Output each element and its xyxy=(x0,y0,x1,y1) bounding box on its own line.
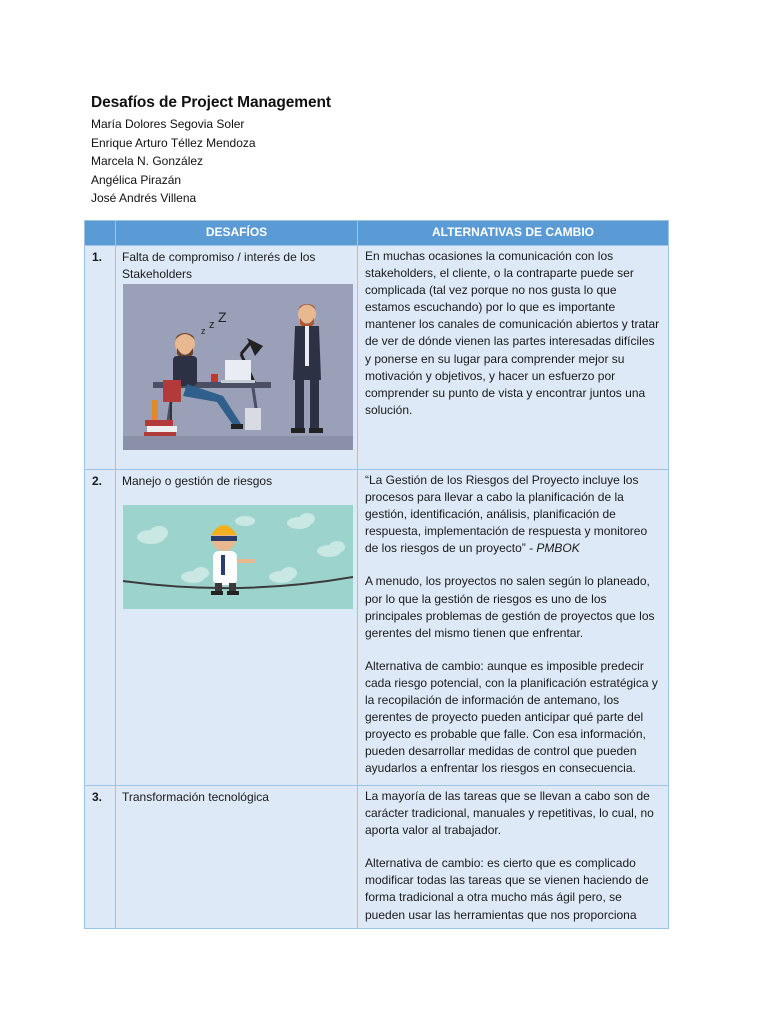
svg-text:Z: Z xyxy=(218,309,227,325)
alternative-text: A menudo, los proyectos no salen según lo planeado, por lo que la gestión de riesgos es uno de los principales problemas de gestión de proyectos que los gerentes del mismo tienen que enfrentar. xyxy=(365,574,655,640)
header-challenges: DESAFÍOS xyxy=(116,221,358,246)
alternative-text: Alternativa de cambio: aunque es imposible predecir cada riesgo potencial, con la planificación estratégica y la recopilación de información de antemano, los gerentes de proyecto pueden anticipar qué parte del proyecto es probable que falle. Con esa información, pueden desarrollar medidas de control que pueden ayudarlos a enfrentar los riesgos en consecuencia. xyxy=(365,658,658,776)
svg-text:z: z xyxy=(209,319,215,331)
author-name: José Andrés Villena xyxy=(91,191,197,206)
row-number: 2. xyxy=(85,470,116,786)
challenges-table xyxy=(84,220,669,929)
alternative-quote xyxy=(365,472,662,557)
challenge-label: Transformación tecnológica xyxy=(122,790,269,804)
row-number: 1. xyxy=(85,246,116,470)
challenge-cell xyxy=(116,470,358,786)
table-header-row xyxy=(85,221,669,246)
alternative-cell xyxy=(358,470,669,786)
table-row xyxy=(85,786,669,929)
challenge-cell xyxy=(116,786,358,929)
table-row xyxy=(85,246,669,470)
table-row xyxy=(85,470,669,786)
svg-text:z: z xyxy=(201,326,206,336)
tightrope-walker-illustration xyxy=(123,505,353,609)
author-name: Marcela N. González xyxy=(91,154,204,169)
header-blank xyxy=(85,221,116,246)
alternative-cell xyxy=(358,786,669,929)
document-title: Desafíos de Project Management xyxy=(91,94,331,111)
author-name: Angélica Pirazán xyxy=(91,172,182,187)
author-name: María Dolores Segovia Soler xyxy=(91,117,245,131)
alternative-text: Alternativa de cambio: es cierto que es complicado modificar todas las tareas que se vienen haciendo de forma tradicional a otra mucho más ágil pero, se pueden usar las herramientas que nos proporciona xyxy=(365,856,649,922)
row-number: 3. xyxy=(85,786,116,929)
alternative-text: La mayoría de las tareas que se llevan a cabo son de carácter tradicional, manuales y repetitivas, lo cual, no aporta valor al trabajador. xyxy=(365,789,654,838)
sleeping-employee-illustration xyxy=(123,284,353,450)
challenge-label: Manejo o gestión de riesgos xyxy=(122,474,273,488)
challenge-cell xyxy=(116,246,358,470)
author-name: Enrique Arturo Téllez Mendoza xyxy=(91,135,256,150)
quote-text: “La Gestión de los Riesgos del Proyecto incluye los procesos para llevar a cabo la planificación de la gestión, identificación, análisis, planificación de respuesta, implementación de respuesta y monitoreo de los riesgos de un proyecto” - xyxy=(365,473,648,556)
alternative-cell xyxy=(358,246,669,470)
quote-source: PMBOK xyxy=(536,541,580,556)
alternative-text: En muchas ocasiones la comunicación con los stakeholders, el cliente, o la contraparte puede ser complicada (tal vez porque no nos gusta lo que estamos escuchando) por lo que es importante mantener los canales de comunicación abiertos y tratar de ver de dónde vienen las partes interesadas difíciles y ponerse en su lugar para comprender mejor su motivación y objetivos, y hacer un esfuerzo por comprender su punto de vista y encontrar juntos una solución. xyxy=(365,249,660,417)
challenge-label: Falta de compromiso / interés de los Stakeholders xyxy=(122,250,316,282)
author-list xyxy=(91,115,256,208)
header-alternatives: ALTERNATIVAS DE CAMBIO xyxy=(358,221,669,246)
